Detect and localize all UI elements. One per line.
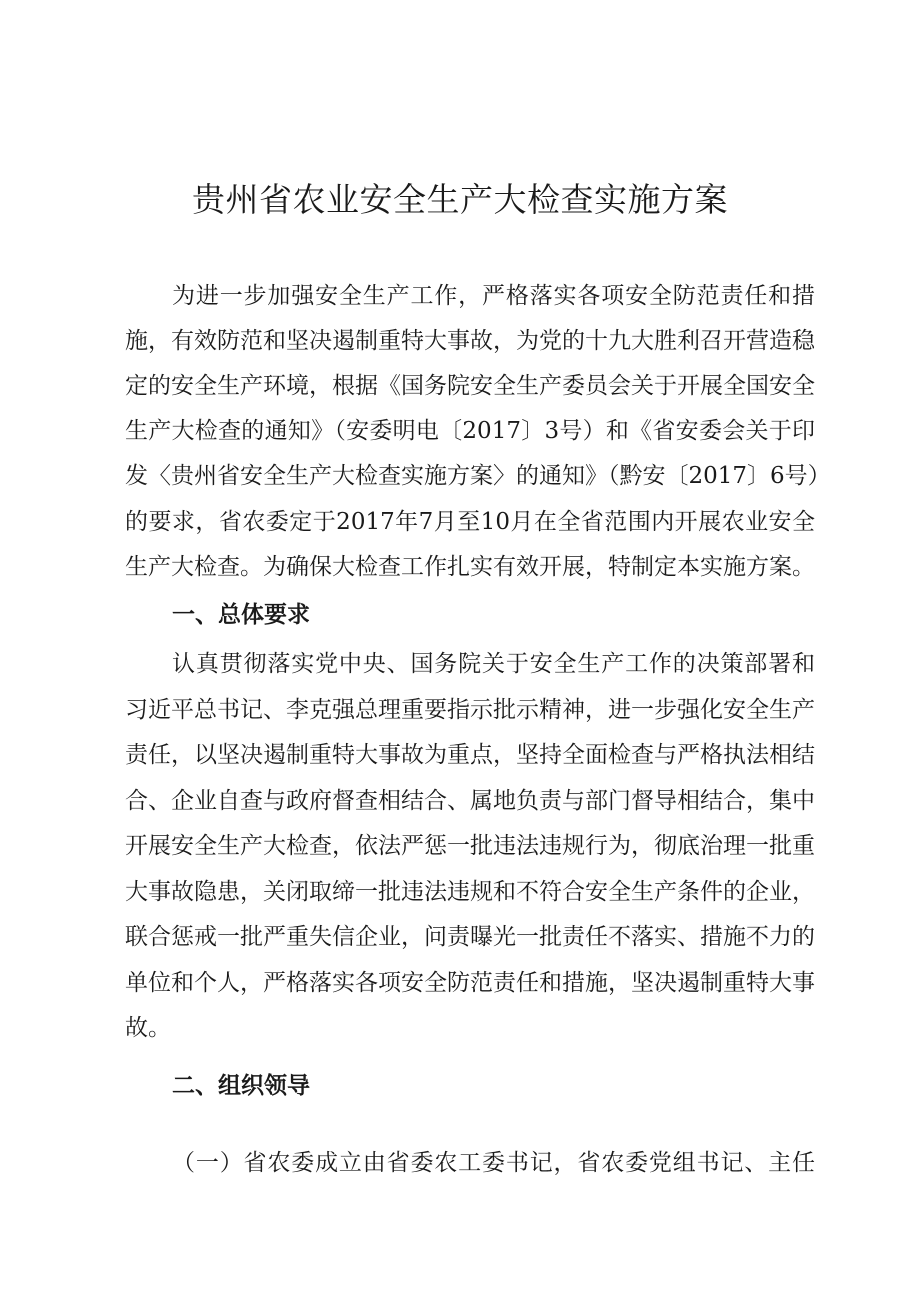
section-heading-general-requirements: 一、总体要求 [172, 602, 310, 628]
section1-line-4: 合、企业自查与政府督查相结合、属地负责与部门督导相结合，集中 [125, 788, 815, 814]
section-heading-organization-leadership: 二、组织领导 [172, 1073, 310, 1099]
intro-line-4: 生产大检查的通知》（安委明电〔2017〕3号）和《省安委会关于印 [125, 418, 815, 444]
section2-line-1: （一）省农委成立由省委农工委书记，省农委党组书记、主任 [172, 1150, 815, 1176]
intro-line-1: 为进一步加强安全生产工作，严格落实各项安全防范责任和措 [172, 283, 815, 309]
section1-line-8: 单位和个人，严格落实各项安全防范责任和措施，坚决遏制重特大事 [125, 970, 815, 996]
intro-line-5: 发〈贵州省安全生产大检查实施方案〉的通知》（黔安〔2017〕6号） [125, 463, 831, 489]
section1-line-9: 故。 [125, 1015, 171, 1041]
section1-line-6: 大事故隐患，关闭取缔一批违法违规和不符合安全生产条件的企业， [125, 879, 815, 905]
section1-line-2: 习近平总书记、李克强总理重要指示批示精神，进一步强化安全生产 [125, 697, 815, 723]
section1-line-7: 联合惩戒一批严重失信企业，问责曝光一批责任不落实、措施不力的 [125, 924, 815, 950]
intro-line-3: 定的安全生产环境，根据《国务院安全生产委员会关于开展全国安全 [125, 373, 815, 399]
intro-line-2: 施，有效防范和坚决遏制重特大事故，为党的十九大胜利召开营造稳 [125, 328, 815, 354]
document-title: 贵州省农业安全生产大检查实施方案 [192, 180, 728, 219]
section1-line-5: 开展安全生产大检查，依法严惩一批违法违规行为，彻底治理一批重 [125, 833, 815, 859]
section1-line-3: 责任，以坚决遏制重特大事故为重点，坚持全面检查与严格执法相结 [125, 742, 815, 768]
intro-line-7: 生产大检查。为确保大检查工作扎实有效开展，特制定本实施方案。 [125, 554, 815, 580]
intro-line-6: 的要求，省农委定于2017年7月至10月在全省范围内开展农业安全 [125, 509, 815, 535]
section1-line-1: 认真贯彻落实党中央、国务院关于安全生产工作的决策部署和 [172, 651, 815, 677]
